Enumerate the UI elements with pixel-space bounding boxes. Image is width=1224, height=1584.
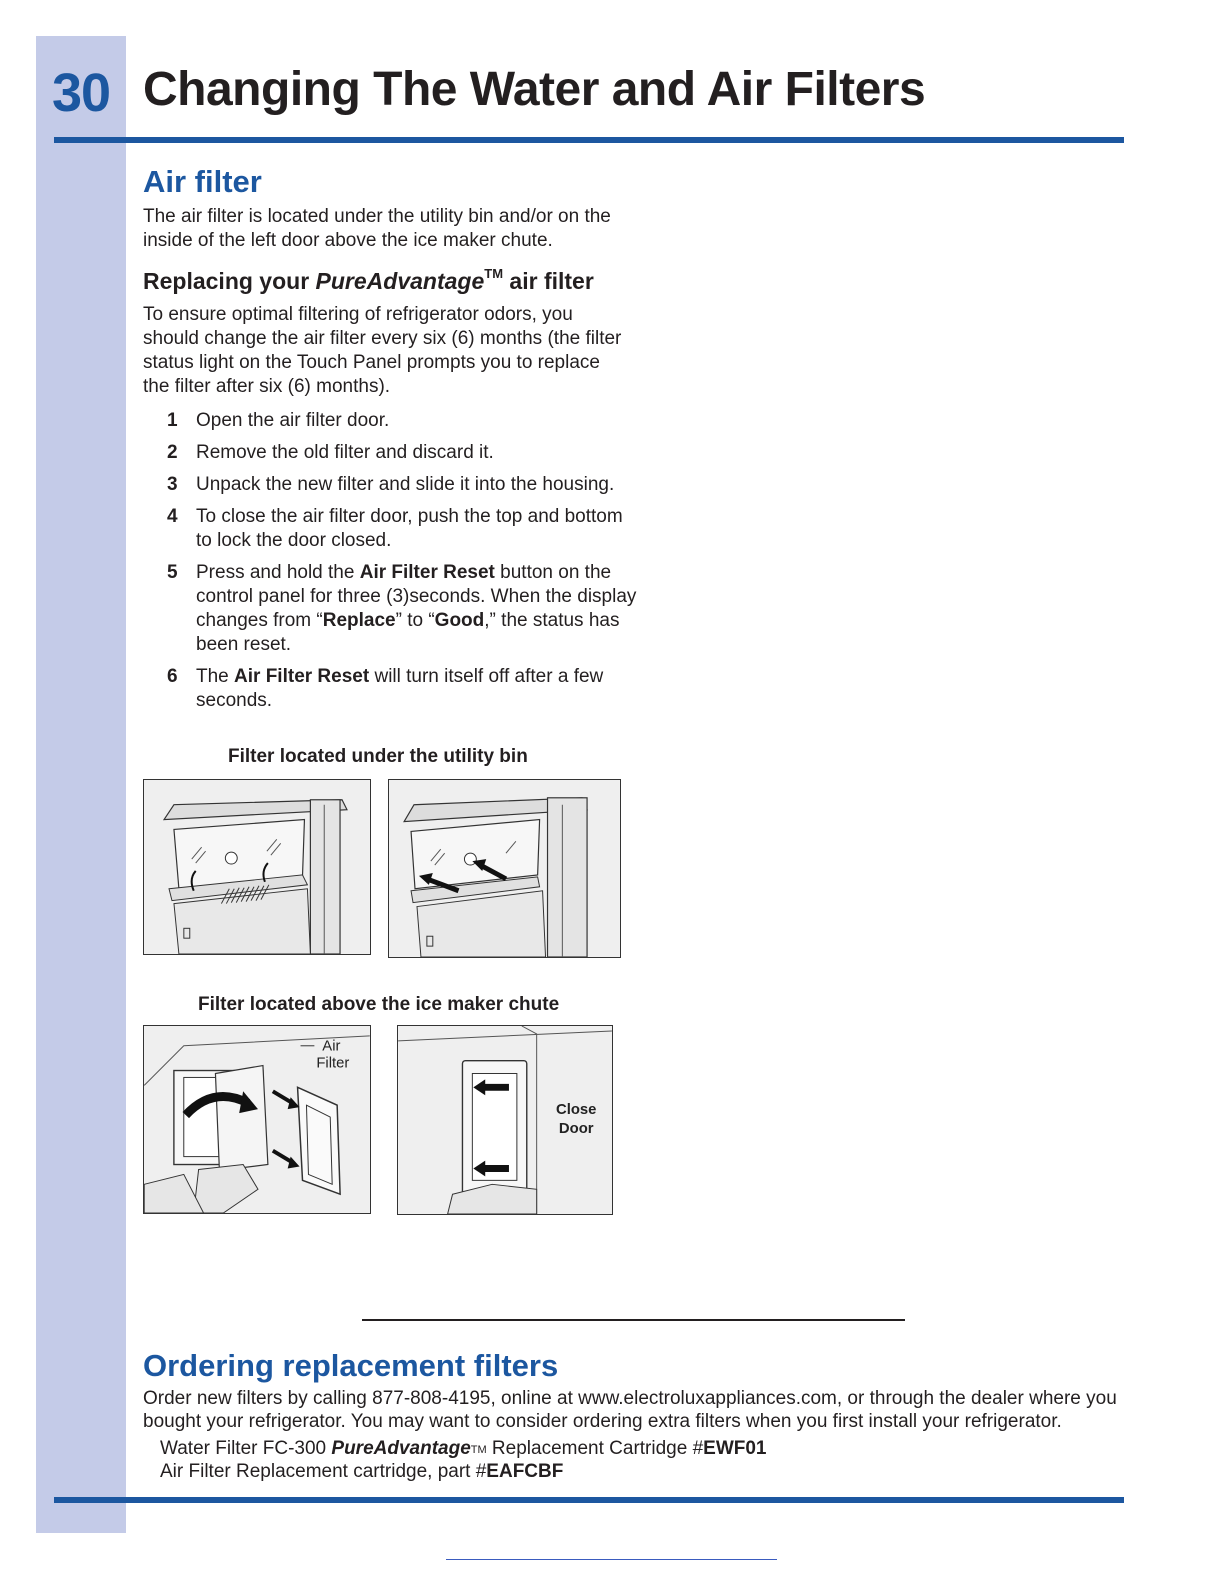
label-close: Close: [556, 1102, 597, 1119]
step-text: Unpack the new filter and slide it into the housing.: [196, 474, 615, 495]
section-divider: [362, 1319, 905, 1321]
figure-ice-chute-close: [397, 1025, 613, 1215]
page-sidebar-band: [36, 36, 126, 1533]
replacing-heading-tm: TM: [484, 266, 504, 281]
bottom-divider: [54, 1497, 1124, 1503]
list-item: [167, 409, 637, 433]
list-item: [167, 473, 637, 497]
page-title: Changing The Water and Air Filters: [143, 63, 926, 116]
label-door: Door: [558, 1120, 594, 1137]
replacing-text: To ensure optimal filtering of refrigerator odors, you should change the air filter every six (6) months (the filter status light on the Touch Panel prompts you to replace the filter after six (6) months).: [143, 304, 622, 397]
replacing-heading-brand: PureAdvantage: [315, 268, 485, 294]
air-filter-intro: The air filter is located under the utility bin and/or on the inside of the left door above the ice maker chute.: [143, 206, 611, 251]
list-item: [167, 441, 637, 465]
replacing-heading-pre: Replacing your: [143, 268, 316, 294]
label-air: Air: [322, 1038, 341, 1055]
step-text: Open the air filter door.: [196, 410, 390, 431]
figure-utility-bin-open: [143, 779, 371, 955]
steps-list: [167, 409, 637, 721]
caption-utility-bin: Filter located under the utility bin: [228, 746, 528, 767]
step-text: The Air Filter Reset will turn itself off after a few seconds.: [196, 666, 604, 711]
ordering-heading: Ordering replacement filters: [143, 1348, 559, 1383]
air-filter-part: Air Filter Replacement cartridge, part #EAFCBF: [160, 1461, 564, 1482]
replacing-heading: [143, 268, 594, 295]
utility-bin-open-illustration: [144, 780, 370, 954]
step-number: 3: [167, 474, 178, 495]
caption-ice-chute: Filter located above the ice maker chute: [198, 994, 560, 1015]
list-item: [167, 665, 637, 713]
step-text: To close the air filter door, push the top and bottom to lock the door closed.: [196, 506, 623, 551]
ordering-text: Order new filters by calling 877-808-4195, online at www.electroluxappliances.com, or through the dealer where you bought your refrigerator. You may want to consider ordering extra filters when you first install your refrigerator.: [143, 1388, 1117, 1432]
step-number: 4: [167, 506, 178, 527]
list-item: [167, 561, 637, 657]
step-number: 5: [167, 562, 178, 583]
parts-list: [160, 1437, 767, 1483]
air-filter-heading: Air filter: [143, 164, 262, 199]
step-text: Remove the old filter and discard it.: [196, 442, 494, 463]
water-filter-part: Water Filter FC-300 PureAdvantage™ Replacement Cartridge #EWF01: [160, 1438, 767, 1459]
replacing-heading-post: air filter: [503, 268, 594, 294]
ice-chute-open-illustration: [144, 1026, 370, 1213]
step-number: 6: [167, 666, 178, 687]
top-divider: [54, 137, 1124, 143]
utility-bin-remove-illustration: [389, 780, 620, 957]
page-number: 30: [52, 63, 111, 123]
step-number: 2: [167, 442, 178, 463]
list-item: [167, 505, 637, 553]
step-text: Press and hold the Air Filter Reset button on the control panel for three (3)seconds. When the display changes from “Replace” to “Good,” the status has been reset.: [196, 562, 637, 655]
footer-line: [446, 1559, 777, 1560]
step-number: 1: [167, 410, 178, 431]
ice-chute-close-illustration: [398, 1026, 612, 1214]
figure-ice-chute-open: [143, 1025, 371, 1214]
figure-utility-bin-remove: [388, 779, 621, 958]
label-filter: Filter: [316, 1055, 350, 1072]
